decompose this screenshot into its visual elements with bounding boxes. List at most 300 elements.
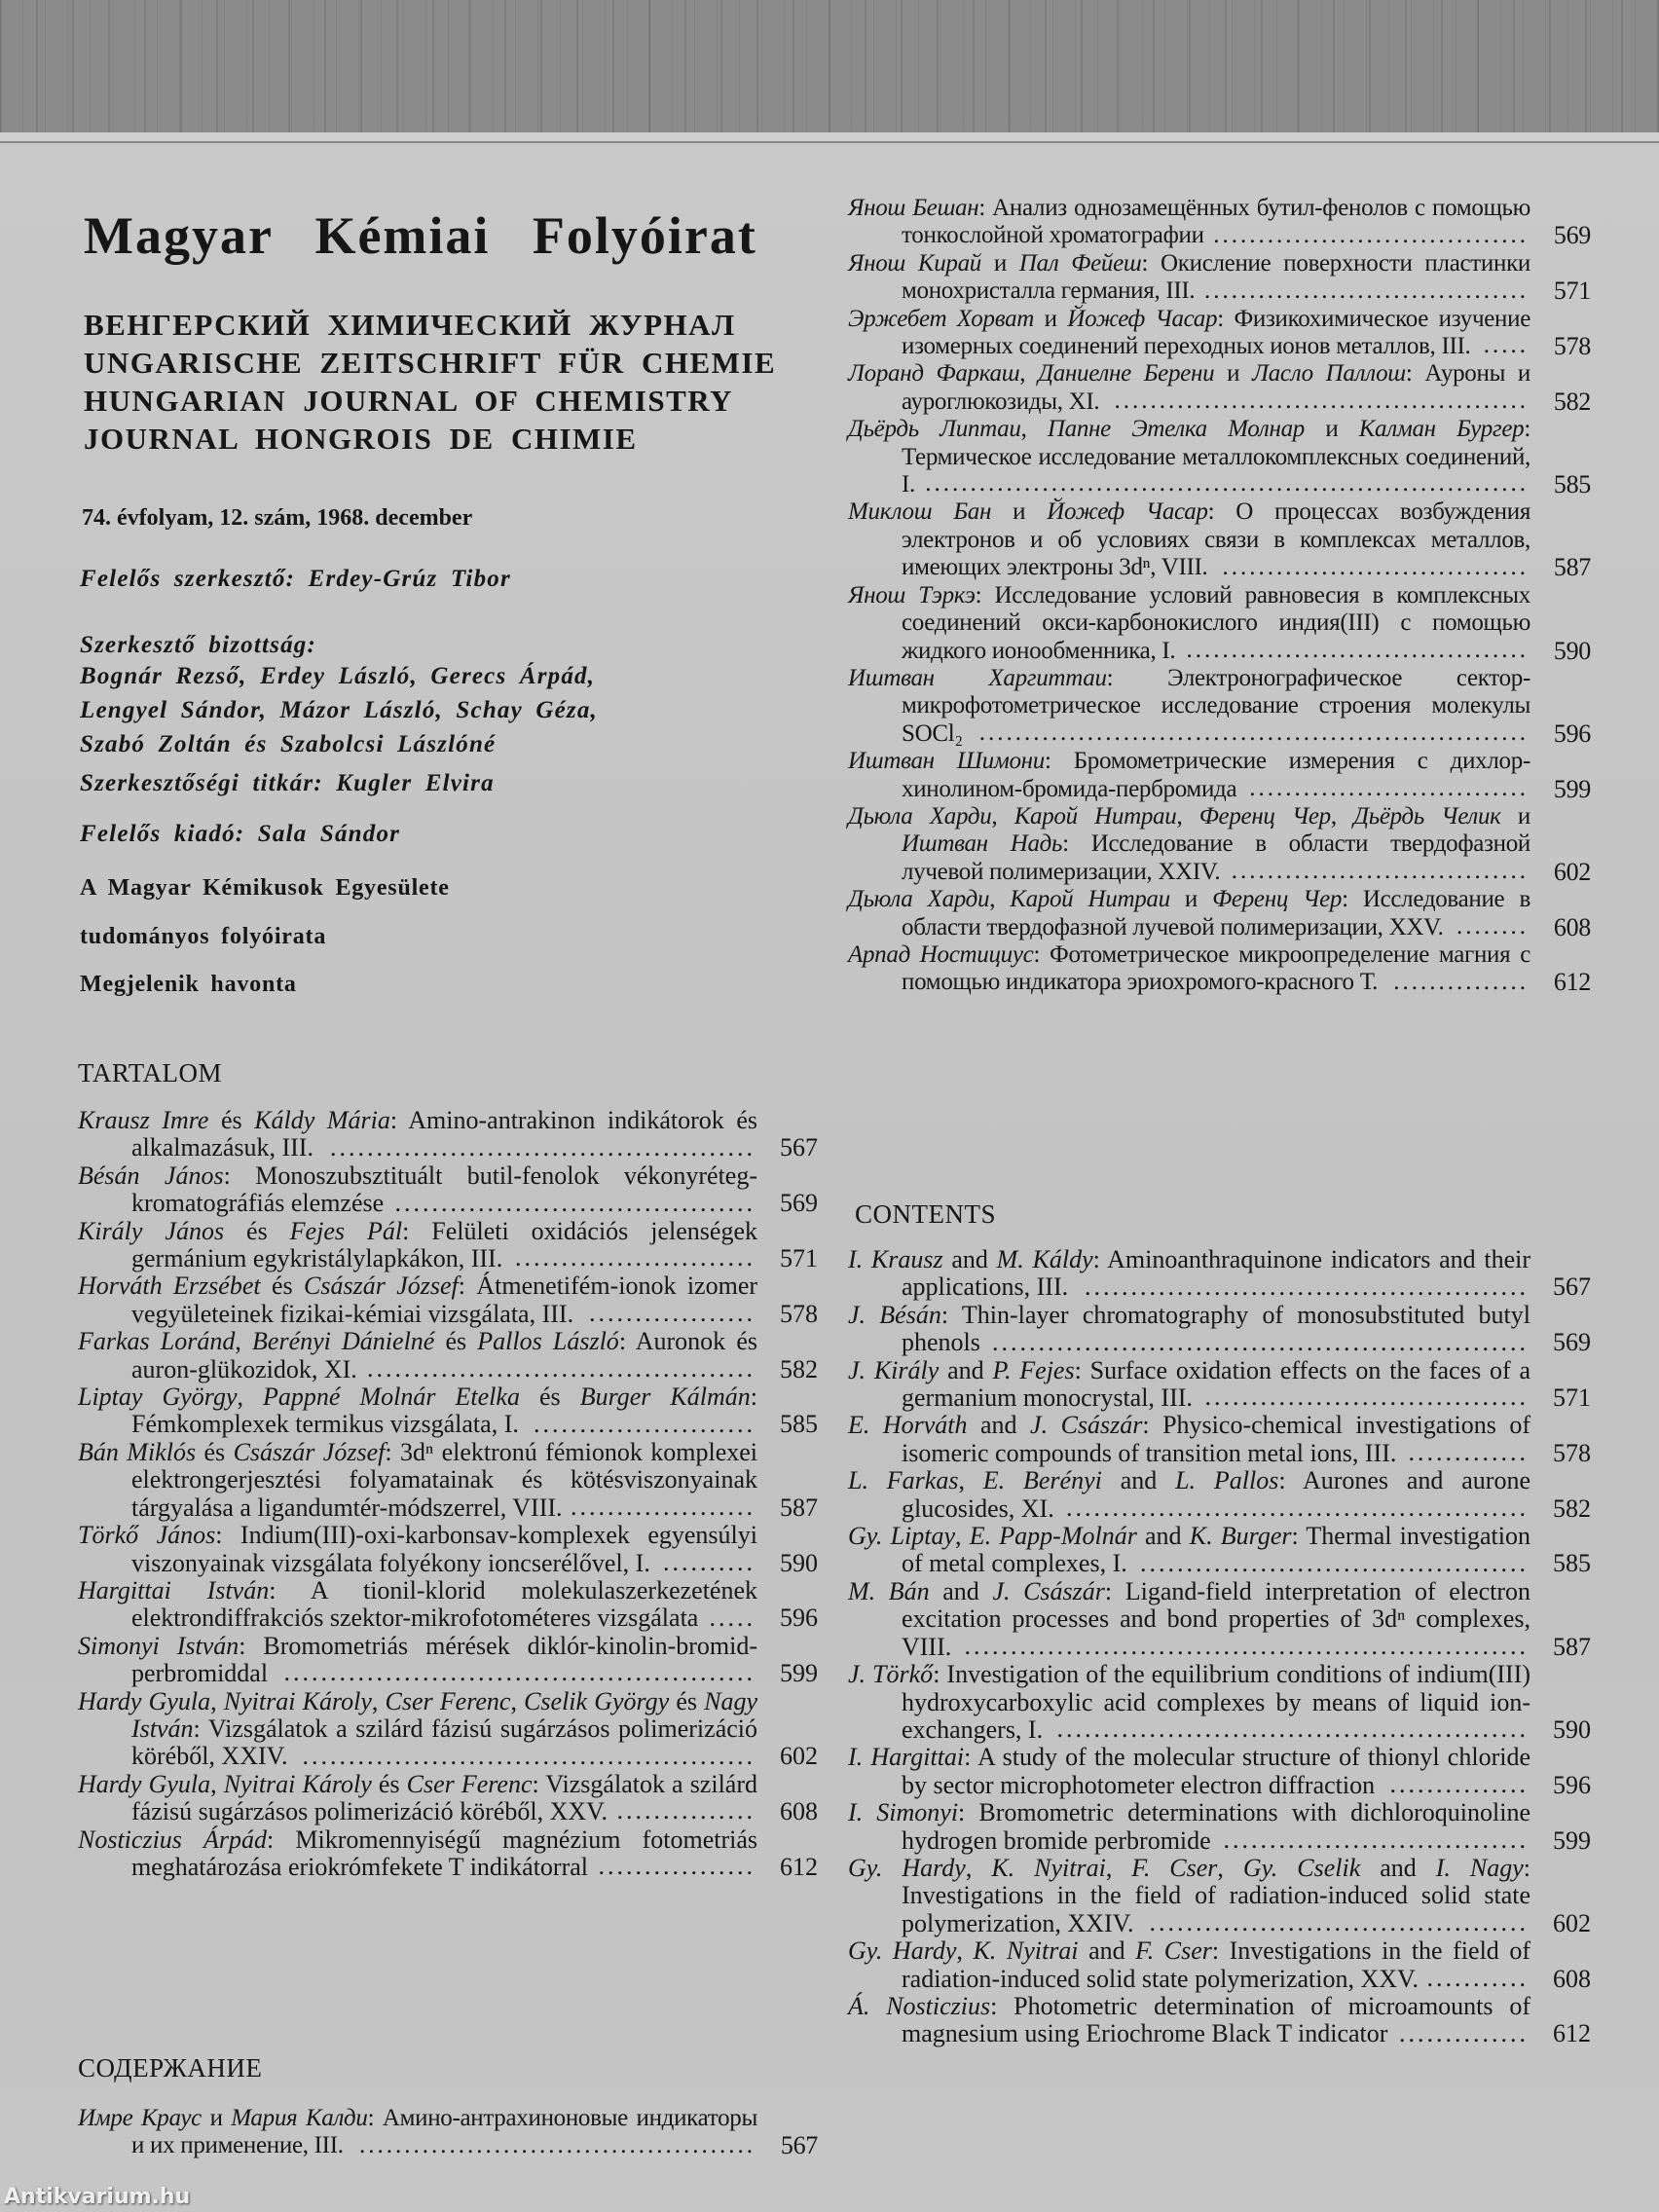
toc-entry <box>848 1799 1591 1855</box>
entry-author: Simonyi István <box>78 1631 240 1660</box>
right-column <box>848 195 1591 2048</box>
toc-entry <box>848 941 1591 997</box>
page-number: 590 <box>1553 1714 1591 1744</box>
entry-title: : Фотометрическое микроопределение магния с помощью индикатора эриохромого-красного Т. <box>902 940 1530 996</box>
entry-title: : A tionil-klorid molekulaszerkezetének elektrondiffrakciós szektor-mikrofotométeres vizsgálata <box>131 1575 757 1633</box>
page-number: 608 <box>1553 1964 1591 1993</box>
entry-title: : Ligand-field interpretation of electron excitation processes and bond properties of 3dⁿ complexes, VIII. <box>902 1576 1530 1661</box>
entry-title: és <box>371 1769 407 1798</box>
entry-title: , <box>510 1686 525 1715</box>
entry-title: : 3dⁿ elektronú fémionok komplexei elektrongerjesztési folyamatainak és kötésviszonyainak tárgyalása a ligandumtér-módszerrel, VIII. <box>131 1437 757 1522</box>
toc-entry <box>848 1523 1591 1578</box>
editorial-board-line: Bognár Rezső, Erdey László, Gerecs Árpád, <box>80 663 596 689</box>
dot-leader: ........................ <box>534 1409 756 1438</box>
entry-author: Á. Nosticzius <box>848 1991 991 2020</box>
entry-author: Pappné Molnár Etelka <box>263 1382 520 1412</box>
page-number: 596 <box>1553 719 1591 748</box>
publisher: Felelős kiadó: Sala Sándor <box>80 821 401 847</box>
entry-title: : Bromometric determinations with dichloroquinoline hydrogen bromide perbromide <box>902 1798 1530 1855</box>
toc-entry <box>848 1661 1591 1744</box>
entry-author: Даниелне Берени <box>1038 360 1215 387</box>
entry-author: Калман Бургер <box>1358 416 1525 443</box>
toc-entry <box>848 1744 1591 1799</box>
entry-title: , <box>1217 1853 1243 1882</box>
entry-author: Ференц Чер <box>1212 886 1343 913</box>
entry-author: Дьёрдь Липтаи <box>848 416 1021 443</box>
toc-entry <box>848 306 1591 361</box>
entry-author: L. Farkas <box>848 1466 959 1495</box>
entry-title: : Investigations in the field of radiation-induced solid state polymerization, XXIV. <box>902 1853 1531 1937</box>
entry-title: : Átmenetifém-ionok izomer vegyületeinek fizikai-kémiai vizsgálata, III. <box>131 1272 758 1328</box>
entry-author: Янош Бешан <box>848 195 979 221</box>
entry-title: : Физикохимическое изучение изомерных соединений переходных ионов металлов, III. <box>902 305 1530 360</box>
entry-author: E. Berényi <box>982 1466 1102 1495</box>
entry-author: Имре Краус <box>78 2105 202 2131</box>
entry-title: , <box>1020 416 1048 443</box>
entry-author: I. Simonyi <box>848 1798 959 1827</box>
society-line: Megjelenik havonta <box>80 972 297 997</box>
entry-title: и <box>991 498 1048 526</box>
dot-leader: .......................................... <box>1140 1548 1529 1577</box>
entry-title: и <box>981 249 1019 276</box>
journal-title: Magyar Kémiai Folyóirat <box>84 206 757 265</box>
dot-leader: .......................................... <box>367 1353 756 1382</box>
entry-author: F. Cser <box>1131 1853 1218 1882</box>
entry-author: Bésán János <box>78 1161 224 1190</box>
entry-title: , <box>955 1522 970 1551</box>
entry-author: Cser Ferenc <box>406 1769 533 1798</box>
dot-leader: .................... <box>571 1492 756 1521</box>
page-edge <box>0 132 1659 143</box>
page-number: 590 <box>780 1548 818 1577</box>
entry-author: K. Burger <box>1189 1522 1292 1551</box>
entry-author: J. Császár <box>1030 1411 1143 1440</box>
dot-leader: ................................................. <box>302 1741 756 1770</box>
toc-entry <box>848 665 1591 748</box>
dot-leader: ............................................................. <box>978 719 1529 747</box>
society-line: tudományos folyóirata <box>80 924 327 949</box>
entry-title: : Исследование в области твердофазной лучевой полимеризации, XXV. <box>902 886 1530 940</box>
toc-entry <box>848 582 1591 665</box>
entry-title: , <box>1019 360 1039 387</box>
entry-title: és <box>224 1216 290 1245</box>
toc-entry <box>848 1246 1591 1302</box>
toc-entry <box>78 1272 818 1328</box>
entry-title: , <box>965 1853 992 1882</box>
entry-author: Káldy Mária <box>254 1106 390 1134</box>
entry-author: Карой Нитраи <box>1014 802 1177 830</box>
entry-title: : Aurones and aurone glucosides, XI. <box>902 1466 1530 1523</box>
dot-leader: .......................... <box>515 1243 756 1272</box>
toc-entry <box>848 1855 1591 1937</box>
entry-title: : Mikromennyiségű magnézium fotometriás meghatározása eriokrómfekete T indikátorral <box>131 1825 757 1881</box>
issue-info: 74. évfolyam, 12. szám, 1968. december <box>82 505 473 531</box>
entry-title: : Окисление поверхности пластинки монохристалла германия, III. <box>902 249 1530 305</box>
dot-leader: ........... <box>1426 1963 1529 1992</box>
page-number: 590 <box>1553 636 1591 665</box>
toc-entry <box>848 1412 1591 1467</box>
entry-author: Hardy Gyula <box>78 1686 211 1715</box>
toc-entry <box>78 1633 818 1688</box>
dot-leader: .............................................. <box>1114 387 1529 415</box>
entry-author: Gy. Cselik <box>1242 1853 1361 1882</box>
entry-author: Fejes Pál <box>289 1216 403 1245</box>
entry-title: , <box>237 1382 264 1412</box>
entry-title: , <box>1330 802 1354 830</box>
toc-entry <box>78 1771 818 1826</box>
toc-english <box>848 1246 1591 2048</box>
page-number: 571 <box>780 1244 818 1273</box>
dot-leader: ..... <box>1483 332 1529 359</box>
entry-title: : Photometric determination of microamounts of magnesium using Eriochrome Black T indicator <box>902 1991 1530 2048</box>
entry-author: Császár József <box>304 1272 459 1301</box>
heading-tartalom: TARTALOM <box>78 1058 223 1088</box>
page-number: 567 <box>780 2131 818 2160</box>
page-number: 585 <box>1553 470 1591 499</box>
entry-title: : Investigation of the equilibrium conditions of indium(III) hydroxycarboxylic acid complexes by means of liquid ion-exchangers, I. <box>902 1660 1530 1744</box>
entry-author: Янош Тэркэ <box>848 581 976 608</box>
entry-title: : Ауроны и ауроглюкозиды, XI. <box>902 360 1531 415</box>
subtitle-english: HUNGARIAN JOURNAL OF CHEMISTRY <box>84 384 733 418</box>
entry-title: : Thermal investigation of metal complexes, I. <box>902 1522 1530 1578</box>
entry-title: : Indium(III)-oxi-karbonsav-komplexek egyensúlyi viszonyainak vizsgálata folyékony ioncserélővel, I. <box>131 1521 757 1577</box>
entry-title: , <box>989 886 1011 913</box>
entry-author: Дьёрдь Челик <box>1353 802 1501 830</box>
editorial-secretary: Szerkesztőségi titkár: Kugler Elvira <box>80 770 495 796</box>
entry-text <box>78 1521 757 1576</box>
entry-author: Иштван Надь <box>902 830 1063 858</box>
entry-author: Эржебет Хорват <box>848 305 1035 332</box>
entry-title: , <box>210 1769 224 1798</box>
entry-title: : Амино-антрахиноновые индикаторы и их применение, III. <box>131 2105 757 2159</box>
page-number: 571 <box>1553 276 1591 306</box>
toc-entry <box>848 803 1591 886</box>
page-number: 602 <box>1553 1908 1591 1937</box>
entry-author: Папне Этелка Молнар <box>1047 416 1305 443</box>
entry-author: E. Papp-Molnár <box>969 1522 1137 1551</box>
entry-title: : Vizsgálatok a szilárd fázisú sugárzásos polimerizáció köréből, XXIV. <box>131 1714 757 1771</box>
entry-title: , <box>235 1327 253 1356</box>
entry-title: и <box>1500 802 1530 830</box>
entry-author: E. Horváth <box>848 1411 968 1440</box>
entry-author: Иштван Харгиттаи <box>848 664 1107 691</box>
entry-author: Burger Kálmán <box>579 1382 751 1412</box>
toc-entry <box>848 416 1591 498</box>
page-number: 599 <box>780 1659 818 1688</box>
page-number: 587 <box>1553 1632 1591 1661</box>
entry-author: Миклош Бан <box>848 498 992 526</box>
entry-title: : Электронографическое сектор-микрофотометрическое исследование строения молекулы SOCl₂ <box>902 664 1530 747</box>
dot-leader: ......................................... <box>1149 1908 1529 1937</box>
page-number: 585 <box>1553 1549 1591 1578</box>
entry-author: I. Nagy <box>1435 1853 1524 1882</box>
entry-title: és <box>519 1382 580 1412</box>
entry-title: and <box>939 1355 993 1384</box>
entry-author: J. Császár <box>992 1576 1105 1605</box>
page-number: 569 <box>1553 1328 1591 1357</box>
toc-entry <box>848 498 1591 581</box>
entry-title: и <box>1034 305 1068 332</box>
entry-author: Мария Калди <box>231 2105 368 2131</box>
page-number: 587 <box>780 1493 818 1522</box>
dot-leader: ................................. <box>1223 1825 1529 1854</box>
entry-author: Дьюла Харди <box>848 886 990 913</box>
entry-author: Пал Фейеш <box>1018 249 1142 276</box>
page-number: 602 <box>1553 857 1591 886</box>
entry-title: : Vizsgálatok a szilárd fázisú sugárzásos polimerizáció köréből, XXV. <box>131 1769 757 1826</box>
subtitle-russian: ВЕНГЕРСКИЙ ХИМИЧЕСКИЙ ЖУРНАЛ <box>84 308 736 342</box>
entry-author: P. Fejes <box>992 1355 1075 1384</box>
entry-author: Törkő János <box>78 1521 216 1550</box>
entry-title: : Thin-layer chromatography of monosubstituted butyl phenols <box>902 1300 1530 1357</box>
dot-leader: ................................................... <box>1056 1714 1529 1744</box>
dot-leader: ............................... <box>1249 774 1529 801</box>
entry-title: és <box>669 1686 705 1715</box>
page-number: 567 <box>1553 1272 1591 1302</box>
toc-entry <box>848 195 1591 250</box>
entry-title: и <box>201 2105 232 2131</box>
dot-leader: ............. <box>1408 1438 1529 1467</box>
page-number: 582 <box>780 1354 818 1383</box>
entry-title: : A study of the molecular structure of thionyl chloride by sector microphotometer electron diffraction <box>902 1743 1530 1799</box>
entry-author: M. Káldy <box>996 1245 1093 1273</box>
dot-leader: .................................. <box>1222 553 1529 580</box>
page-number: 608 <box>780 1797 818 1826</box>
entry-title: , <box>956 1936 974 1966</box>
dot-leader: ....................................... <box>394 1188 756 1217</box>
entry-author: J. Törkő <box>848 1660 934 1689</box>
entry-author: F. Cser <box>1135 1936 1212 1966</box>
page-number: 596 <box>1553 1770 1591 1799</box>
entry-author: Ференц Чер <box>1198 802 1331 830</box>
toc-entry <box>78 1688 818 1771</box>
toc-hungarian <box>78 1107 818 2052</box>
entry-title: és <box>196 1437 234 1466</box>
entry-title: , <box>991 802 1014 830</box>
entry-author: Krausz Imre <box>78 1106 209 1134</box>
page-number: 602 <box>780 1742 818 1771</box>
dot-leader: ................................... <box>1213 221 1529 248</box>
entry-title: : Auronok és auron-glükozidok, XI. <box>131 1327 757 1383</box>
entry-author: K. Nyitrai <box>991 1853 1106 1882</box>
entry-author: Ласло Паллош <box>1252 360 1406 387</box>
entry-title: : Бромометрические измерения с дихлор-хинолином-бромида-пербромида <box>902 748 1530 802</box>
toc-entry <box>78 2105 818 2160</box>
entry-author: Йожеф Часар <box>1067 305 1218 332</box>
page-number: 578 <box>1553 1438 1591 1467</box>
page-number: 596 <box>780 1604 818 1633</box>
entry-author: Дьюла Харди <box>848 802 992 830</box>
dot-leader: ................................................... <box>283 1658 756 1687</box>
entry-title: : Bromometriás mérések diklór-kinolin-bromid-perbromiddal <box>131 1631 757 1688</box>
page-number: 612 <box>1553 968 1591 997</box>
dot-leader: .......................................................... <box>992 1327 1529 1356</box>
entry-author: J. Bésán <box>848 1300 941 1329</box>
entry-title: and <box>929 1576 993 1605</box>
dot-leader: ................................. <box>1231 858 1529 885</box>
page-number: 571 <box>1553 1383 1591 1413</box>
dot-leader: ............... <box>1393 968 1529 995</box>
entry-title: : Термическое исследование металлокомплексных соединений, I. <box>902 416 1531 498</box>
entry-title: : Исследование в области твердофазной лучевой полимеризации, XXIV. <box>902 830 1530 885</box>
dot-leader: ................................... <box>1204 1382 1529 1412</box>
entry-text <box>848 306 1530 359</box>
entry-author: Liptay György <box>78 1382 238 1412</box>
toc-entry <box>848 748 1591 803</box>
entry-text <box>78 1576 757 1632</box>
page-number: 587 <box>1553 553 1591 582</box>
entry-title: : Surface oxidation effects on the faces of a germanium monocrystal, III. <box>902 1355 1530 1413</box>
entry-title: , <box>371 1686 386 1715</box>
heading-soderzhanie: СОДЕРЖАНИЕ <box>78 2053 263 2083</box>
entry-author: Йожеф Часар <box>1047 498 1208 526</box>
entry-author: Hardy Gyula <box>78 1769 211 1798</box>
entry-author: Farkas Loránd <box>78 1327 236 1356</box>
entry-title: and <box>942 1245 997 1273</box>
dot-leader: ............... <box>1389 1770 1529 1799</box>
dot-leader: ............................................ <box>359 2131 756 2158</box>
subtitle-french: JOURNAL HONGROIS DE CHIMIE <box>84 422 638 456</box>
dot-leader: ................................................ <box>1085 1272 1529 1301</box>
dot-leader: .............. <box>1399 2018 1529 2047</box>
entry-author: I. Krausz <box>848 1245 943 1273</box>
entry-title: and <box>1136 1522 1190 1551</box>
page-number: 585 <box>780 1410 818 1439</box>
page-number: 569 <box>780 1189 818 1218</box>
society-line: A Magyar Kémikusok Egyesülete <box>80 875 450 901</box>
entry-title: и <box>1169 886 1213 913</box>
entry-title: és <box>434 1327 478 1356</box>
subtitle-german: UNGARISCHE ZEITSCHRIFT FÜR CHEMIE <box>84 346 777 380</box>
entry-title: и <box>1305 416 1359 443</box>
editorial-board-line: Szabó Zoltán és Szabolcsi Lászlóné <box>80 731 497 757</box>
dot-leader: .............................................. <box>330 1132 756 1161</box>
toc-entry <box>78 1577 818 1633</box>
entry-author: Cselik György <box>524 1686 670 1715</box>
page-number: 578 <box>780 1299 818 1328</box>
entry-author: Cser Ferenc <box>385 1686 511 1715</box>
entry-author: Nyitrai Károly <box>223 1769 372 1798</box>
page-number: 612 <box>780 1852 818 1881</box>
heading-contents: CONTENTS <box>855 1199 996 1229</box>
entry-author: Лоранд Фаркаш <box>848 360 1020 387</box>
toc-entry <box>848 1467 1591 1523</box>
toc-russian-left <box>78 2105 818 2160</box>
dot-leader: ..... <box>709 1603 756 1632</box>
toc-entry <box>848 886 1591 941</box>
entry-author: Hargittai István <box>78 1575 270 1604</box>
entry-author: Pallos László <box>477 1327 619 1356</box>
dot-leader: ...................................... <box>1186 636 1529 663</box>
left-column <box>78 1057 818 2160</box>
entry-title: : Aminoanthraquinone indicators and their applications, III. <box>902 1245 1530 1302</box>
page-number: 612 <box>1553 2019 1591 2048</box>
watermark: Antikvarium.hu <box>4 2185 191 2209</box>
entry-title: and <box>967 1411 1031 1440</box>
page-number: 567 <box>780 1133 818 1162</box>
entry-author: Арпад Ностициус <box>848 940 1034 968</box>
dot-leader: .................. <box>589 1299 756 1328</box>
page-number: 599 <box>1553 1825 1591 1855</box>
dot-leader: .................................... <box>1204 276 1529 304</box>
page-number: 582 <box>1553 387 1591 416</box>
toc-entry <box>848 1302 1591 1357</box>
entry-title: : Felületi oxidációs jelenségek germánium egykristálylapkákon, III. <box>131 1216 757 1273</box>
toc-entry <box>848 1993 1591 2048</box>
entry-author: Gy. Liptay <box>848 1522 956 1551</box>
desk-background <box>0 0 1659 132</box>
entry-text <box>848 886 1530 940</box>
entry-author: Gy. Hardy <box>848 1853 966 1882</box>
toc-entry <box>78 1218 818 1273</box>
entry-author: Иштван Шимони <box>848 748 1045 775</box>
entry-author: Nagy István <box>131 1686 758 1743</box>
dot-leader: .................................................. <box>1066 1493 1529 1522</box>
entry-author: Bán Miklós <box>78 1437 197 1466</box>
entry-title: и <box>1214 360 1253 387</box>
toc-entry <box>848 1357 1591 1413</box>
entry-title: and <box>1078 1936 1136 1966</box>
toc-entry <box>78 1328 818 1383</box>
entry-title: : Monoszubsztituált butil-fenolok vékonyréteg-kromatográfiás elemzése <box>131 1161 757 1218</box>
entry-author: M. Bán <box>848 1576 930 1605</box>
toc-entry <box>848 1937 1591 1993</box>
entry-author: Király János <box>78 1216 225 1245</box>
entry-title: és <box>260 1272 305 1301</box>
entry-title: : Physico-chemical investigations of isomeric compounds of transition metal ions, III. <box>902 1411 1530 1467</box>
toc-russian-right <box>848 195 1591 1198</box>
dot-leader: ................. <box>598 1852 756 1881</box>
entry-title: : Исследование условий равновесия в комплексных соединений окси-карбонокислого индия(III) с помощью жидкого ионообменника, I. <box>902 581 1531 664</box>
editor-in-chief: Felelős szerkesztő: Erdey-Grúz Tibor <box>80 566 511 592</box>
entry-title: : Анализ однозамещённых бутил-фенолов с помощью тонкослойной хроматографии <box>902 195 1530 249</box>
entry-title: , <box>958 1466 983 1495</box>
entry-author: L. Pallos <box>1175 1466 1279 1495</box>
entry-author: Карой Нитраи <box>1010 886 1170 913</box>
entry-author: Berényi Dánielné <box>252 1327 435 1356</box>
dot-leader: ........ <box>1456 912 1529 940</box>
toc-entry <box>78 1826 818 1882</box>
editorial-board-label: Szerkesztő bizottság: <box>80 632 317 658</box>
toc-entry <box>78 1439 818 1522</box>
entry-title: , <box>210 1686 224 1715</box>
entry-author: Nyitrai Károly <box>223 1686 372 1715</box>
entry-title: : О процессах возбуждения электронов и об условиях связи в комплексах металлов, имеющих электроны 3dⁿ, VIII. <box>902 498 1531 581</box>
entry-title: : Investigations in the field of radiation-induced solid state polymerization, XXV. <box>902 1936 1531 1993</box>
entry-title: , <box>1176 802 1199 830</box>
dot-leader: ................................................................... <box>925 470 1529 498</box>
entry-author: Horváth Erzsébet <box>78 1272 261 1301</box>
toc-entry <box>848 250 1591 306</box>
entry-author: Янош Кирай <box>848 249 981 276</box>
entry-author: K. Nyitrai <box>973 1936 1079 1966</box>
toc-entry <box>78 1522 818 1577</box>
page-number: 608 <box>1553 912 1591 941</box>
entry-title: and <box>1360 1853 1436 1882</box>
entry-author: I. Hargittai <box>848 1743 965 1772</box>
toc-entry <box>848 360 1591 416</box>
dot-leader: .......... <box>663 1547 756 1576</box>
entry-title: , <box>1105 1853 1132 1882</box>
page-number: 578 <box>1553 332 1591 361</box>
entry-title: és <box>208 1106 255 1134</box>
entry-author: Gy. Hardy <box>848 1936 957 1966</box>
entry-title: : Amino-antrakinon indikátorok és alkalmazásuk, III. <box>131 1106 758 1162</box>
entry-author: Nosticzius Árpád <box>78 1825 268 1854</box>
page-number: 599 <box>1553 774 1591 803</box>
toc-entry <box>78 1383 818 1439</box>
page-number: 569 <box>1553 221 1591 250</box>
